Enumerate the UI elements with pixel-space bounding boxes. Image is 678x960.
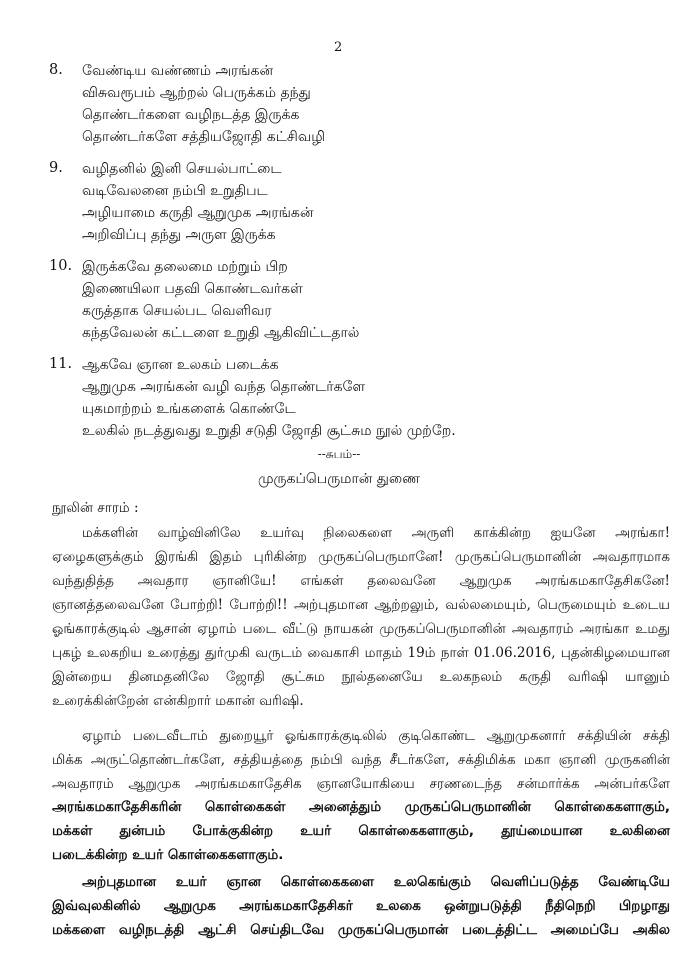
verse-line: வடிவேலனை நம்பி உறுதிபட	[82, 183, 268, 199]
para1-line: ஞானத்தலைவனே போற்றி! போற்றி!! அற்புதமான ஆற்றலும், வல்லமையும், பெருமையும் உடைய	[52, 597, 670, 613]
para2-bold-line: அரங்கமகாதேசிகரின் கொள்கைகள் அனைத்தும் முருகப்பெருமானின் கொள்கைகளாகும்,	[52, 799, 670, 815]
para1-line: உரைக்கின்றேன் என்கிறார் மகான் வரிஷி.	[52, 693, 304, 709]
para1-line: இன்றைய தினமதனிலே ஜோதி சூட்சும நூல்தனையே உலகநலம் கருதி வரிஷி யானும்	[52, 669, 670, 685]
verse-line: ஆறுமுக அரங்கன் வழி வந்த தொண்டர்களே	[82, 379, 366, 395]
verse-line: கருத்தாக செயல்பட வெளிவர	[82, 303, 272, 319]
page-number: 2	[334, 40, 343, 55]
verse-line: ஆகவே ஞான உலகம் படைக்க	[82, 357, 279, 373]
blessing-line: முருகப்பெருமான் துணை	[258, 471, 420, 487]
verse-line: வேண்டிய வண்ணம் அரங்கன்	[82, 63, 274, 79]
verse-line: கந்தவேலன் கட்டளை உறுதி ஆகிவிட்டதால்	[82, 325, 360, 341]
para2-bold-line: படைக்கின்ற உயர் கொள்கைகளாகும்.	[52, 847, 284, 863]
verse-line: உலகில் நடத்துவது உறுதி சடுதி ஜோதி சூட்சும நூல் முற்றே.	[82, 423, 456, 439]
verse-number: 10.	[49, 258, 73, 274]
verse-line: விசுவரூபம் ஆற்றல் பெருக்கம் தந்து	[82, 85, 311, 101]
verse-number: 11.	[49, 356, 73, 372]
verse-number: 8.	[49, 62, 63, 78]
subham-mark: --சுபம்--	[317, 447, 361, 461]
para2-line: அவதாரம் ஆறுமுக அரங்கமகாதேசிக ஞானயோகியை சரணடைந்த சன்மார்க்க அன்பர்களே	[52, 776, 670, 792]
verse-line: அழியாமை கருதி ஆறுமுக அரங்கன்	[82, 205, 314, 221]
para1-line: ஏழைகளுக்கும் இரங்கி இதம் புரிகின்ற முருகப்பெருமானே! முருகப்பெருமானின் அவதாரமாக	[52, 549, 670, 565]
para2-line: மிக்க அருட்தொண்டர்களே, சத்தியத்தை நம்பி வந்த சீடர்களே, சக்திமிக்க மகா ஞானி முருகனின்	[52, 752, 670, 768]
para3-bold-line: மக்களை வழிநடத்தி ஆட்சி செய்திடவே முருகப்பெருமான் படைத்திட்ட அமைப்பே அகில	[52, 922, 670, 938]
verse-line: அறிவிப்பு தந்து அருள இருக்க	[82, 227, 276, 243]
para2-line: ஏழாம் படைவீடாம் துறையூர் ஓங்காரக்குடிலில் குடிகொண்ட ஆறுமுகனார் சக்தியின் சக்தி	[82, 728, 670, 744]
para1-line: ஓங்காரக்குடில் ஆசான் ஏழாம் படை வீட்டு நாயகன் முருகப்பெருமானின் அவதாரம் அரங்கா உமது	[52, 621, 670, 637]
verse-number: 9.	[49, 160, 63, 176]
verse-line: தொண்டர்களே சத்தியஜோதி கட்சிவழி	[82, 129, 326, 145]
para3-bold-line: அற்புதமான உயர் ஞான கொள்கைகளை உலகெங்கும் வெளிப்படுத்த வேண்டியே	[82, 874, 670, 890]
verse-line: இருக்கவே தலைமை மற்றும் பிற	[82, 259, 288, 275]
para2-bold-line: மக்கள் துன்பம் போக்குகின்ற உயர் கொள்கைகளாகும், தூய்மையான உலகினை	[52, 823, 670, 839]
para1-line: வந்துதித்த அவதார ஞானியே! எங்கள் தலைவனே ஆறுமுக அரங்கமகாதேசிகனே!	[52, 573, 670, 589]
para1-line: புகழ் உலகறிய உரைத்து துர்முகி வருடம் வைகாசி மாதம் 19ம் நாள் 01.06.2016, புதன்கிழமையான	[52, 645, 670, 661]
para1-line: மக்களின் வாழ்வினிலே உயர்வு நிலைகளை அருளி காக்கின்ற ஐயனே அரங்கா!	[82, 525, 670, 541]
verse-line: யுகமாற்றம் உங்களைக் கொண்டே	[82, 401, 296, 417]
section-heading: நூலின் சாரம் :	[52, 500, 139, 516]
verse-line: வழிதனில் இனி செயல்பாட்டை	[82, 161, 282, 177]
verse-line: தொண்டர்களை வழிநடத்த இருக்க	[82, 107, 300, 123]
verse-line: இணையிலா பதவி கொண்டவர்கள்	[82, 281, 303, 297]
para3-bold-line: இவ்வுலகினில் ஆறுமுக அரங்கமகாதேசிகர் உலகை ஒன்றுபடுத்தி நீதிநெறி பிறழாது	[52, 898, 670, 914]
